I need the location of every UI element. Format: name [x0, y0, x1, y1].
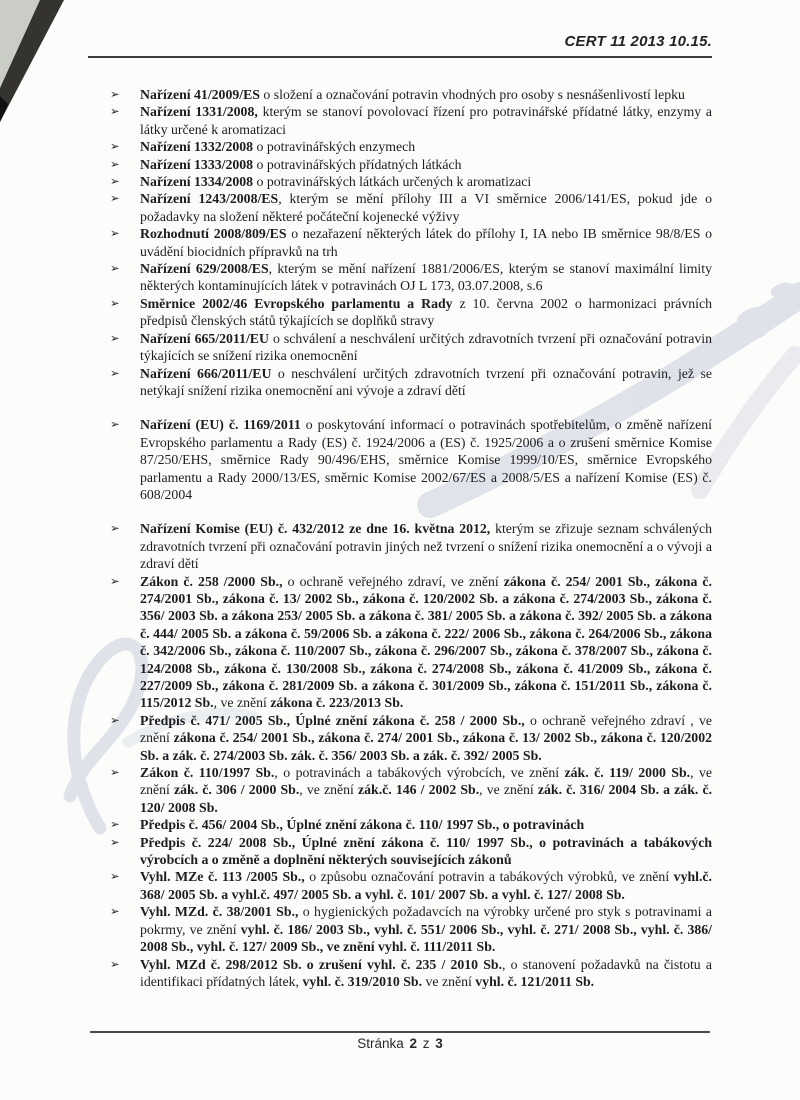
regulation-list — [110, 86, 712, 990]
list-item-text: Nařízení 1332/2008 o potravinářských enzymech — [140, 139, 416, 155]
bullet-arrow-icon: ➢ — [110, 226, 120, 241]
list-item-text: Zákon č. 258 /2000 Sb., o ochraně veřejného zdraví, ve znění zákona č. 254/ 2001 Sb., zákona č. 274/2001 Sb., zákona č. 13/ 2002 Sb., zákona č. 120/2002 Sb. a zákona č. 274/2003 Sb., zákona č. 356/ 2003 Sb. a zákona 253/ 2005 Sb. a zákona č. 381/ 2005 Sb. a zákona č. 392/ 2005 Sb. a zákona č. 444/ 2005 Sb. a zákona č. 59/2006 Sb. a zákona č. 222/ 2006 Sb., zákona č. 264/2006 Sb., zákona č. 342/2006 Sb., zákona č. 110/2007 Sb., zákona č. 296/2007 Sb., zákona č. 378/2007 Sb., zákona č. 124/2008 Sb., zákona č. 130/2008 Sb., zákona č. 274/2008 Sb., zákona č. 41/2009 Sb., zákona č. 227/2009 Sb., zákona č. 281/2009 Sb. a zákona č. 301/2009 Sb., zákona č. 151/2011 Sb., zákona č. 115/2012 Sb., ve znění zákona č. 223/2013 Sb. — [140, 573, 712, 711]
list-item — [110, 712, 712, 764]
list-item-text: Nařízení (EU) č. 1169/2011 o poskytování informací o potravinách spotřebitelům, o změně nařízení Evropského parlamentu a Rady (ES) č. 1924/2006 a (ES) č. 1925/2006 a o zrušení směrnice Komise 87/250/EHS, směrnice Rady 90/496/EHS, směrnice Komise 1999/10/ES, směrnice Evropského parlamentu a Rady 2000/13/ES, směrnic Komise 2002/67/ES a 2008/5/ES a nařízení Komise (ES) č. 608/2004 — [140, 417, 712, 502]
list-item-text: Nařízení 1333/2008 o potravinářských přídatných látkách — [140, 156, 462, 172]
footer-divider — [90, 1031, 710, 1033]
list-item — [110, 573, 712, 712]
list-item-text: Předpis č. 471/ 2005 Sb., Úplné znění zákona č. 258 / 2000 Sb., o ochraně veřejného zdraví , ve znění zákona č. 254/ 2001 Sb., zákona č. 274/ 2001 Sb., zákona č. 13/ 2002 Sb., zákona č. 120/2002 Sb. a zák. č. 274/2003 Sb. zák. č. 356/ 2003 Sb. a zák. č. 392/ 2005 Sb. — [140, 712, 712, 763]
list-item — [110, 173, 712, 190]
bullet-arrow-icon: ➢ — [110, 817, 120, 832]
footer-current-page: 2 — [409, 1036, 417, 1051]
bullet-arrow-icon: ➢ — [110, 139, 120, 154]
list-item — [110, 816, 712, 833]
list-item-text: Nařízení Komise (EU) č. 432/2012 ze dne 16. května 2012, kterým se zřizuje seznam schválených zdravotních tvrzení při označování potravin jiných než tvrzení o snížení rizika onemocnění a o vývoji a zdraví dětí — [140, 521, 712, 572]
footer-of-word: z — [422, 1036, 430, 1051]
bullet-arrow-icon: ➢ — [110, 156, 120, 171]
bullet-arrow-icon: ➢ — [110, 191, 120, 206]
page-title: CERT 11 2013 10.15. — [564, 33, 712, 50]
list-item — [110, 225, 712, 260]
bullet-arrow-icon: ➢ — [110, 712, 120, 727]
bullet-arrow-icon: ➢ — [110, 174, 120, 189]
list-item — [110, 86, 712, 103]
list-item — [110, 156, 712, 173]
list-item — [110, 138, 712, 155]
bullet-arrow-icon: ➢ — [110, 904, 120, 919]
bullet-arrow-icon: ➢ — [110, 104, 120, 119]
page-number — [0, 1036, 800, 1051]
bullet-arrow-icon: ➢ — [110, 834, 120, 849]
list-item — [110, 764, 712, 816]
bullet-arrow-icon: ➢ — [110, 330, 120, 345]
scan-corner-artifact-icon — [0, 0, 70, 130]
list-item-text: Nařízení 1243/2008/ES, kterým se mění přílohy III a VI směrnice 2006/141/ES, pokud jde o požadavky na složení některé počáteční kojenecké výživy — [140, 191, 712, 224]
list-item — [110, 834, 712, 869]
list-item-text: Rozhodnutí 2008/809/ES o nezařazení některých látek do přílohy I, IA nebo IB směrnice 98/8/ES o uvádění biocidních přípravků na trh — [140, 226, 712, 259]
list-item-text: Zákon č. 110/1997 Sb., o potravinách a tabákových výrobcích, ve znění zák. č. 119/ 2000 Sb., ve znění zák. č. 306 / 2000 Sb., ve znění zák.č. 146 / 2002 Sb., ve znění zák. č. 316/ 2004 Sb. a zák. č. 120/ 2008 Sb. — [140, 765, 713, 815]
list-item-text: Předpis č. 224/ 2008 Sb., Úplné znění zákona č. 110/ 1997 Sb., o potravinách a tabákových výrobcích a o změně a doplnění některých souvisejících zákonů — [140, 834, 712, 868]
list-item-text: Vyhl. MZd č. 298/2012 Sb. o zrušení vyhl. č. 235 / 2010 Sb., o stanovení požadavků na čistotu a identifikaci přídatných látek, vyhl. č. 319/2010 Sb. ve znění vyhl. č. 121/2011 Sb. — [140, 956, 712, 989]
list-item-text: Nařízení 1334/2008 o potravinářských látkách určených k aromatizaci — [140, 174, 532, 190]
list-item — [110, 103, 712, 138]
bullet-arrow-icon: ➢ — [110, 521, 120, 536]
bullet-arrow-icon: ➢ — [110, 295, 120, 310]
list-item-text: Vyhl. MZd. č. 38/2001 Sb., o hygienických požadavcích na výrobky určené pro styk s potravinami a pokrmy, ve znění vyhl. č. 186/ 2003 Sb., vyhl. č. 551/ 2006 Sb., vyhl. č. 271/ 2008 Sb., vyhl. č. 386/ 2008 Sb., vyhl. č. 127/ 2009 Sb., ve znění vyhl. č. 111/2011 Sb. — [140, 904, 712, 955]
bullet-arrow-icon: ➢ — [110, 765, 120, 780]
list-item-text: Nařízení 41/2009/ES o složení a označování potravin vhodných pro osoby s nesnášenlivostí lepku — [140, 87, 685, 102]
footer-prefix: Stránka — [357, 1036, 404, 1051]
list-item — [110, 295, 712, 330]
list-item-text: Nařízení 665/2011/EU o schválení a neschválení určitých zdravotních tvrzení při označování potravin týkajících se snížení rizika onemocnění — [140, 330, 713, 364]
list-item — [110, 956, 712, 991]
bullet-arrow-icon: ➢ — [110, 573, 120, 588]
list-item — [110, 330, 712, 365]
header-divider — [88, 56, 712, 58]
list-item — [110, 260, 712, 295]
bullet-arrow-icon: ➢ — [110, 869, 120, 884]
list-item-text: Vyhl. MZe č. 113 /2005 Sb., o způsobu označování potravin a tabákových výrobků, ve znění vyhl.č. 368/ 2005 Sb. a vyhl.č. 497/ 2005 Sb. a vyhl. č. 101/ 2007 Sb. a vyhl. č. 127/ 2008 Sb. — [140, 869, 712, 902]
bullet-arrow-icon: ➢ — [110, 87, 120, 101]
list-item — [110, 520, 712, 572]
list-item-text: Předpis č. 456/ 2004 Sb., Úplné znění zákona č. 110/ 1997 Sb., o potravinách — [140, 817, 585, 833]
list-item-text: Nařízení 666/2011/EU o neschválení určitých zdravotních tvrzení při označování potravin, jež se netýkají snížení rizika onemocnění ani vývoje a zdraví dětí — [140, 365, 713, 398]
list-item — [110, 416, 712, 503]
bullet-arrow-icon: ➢ — [110, 417, 120, 432]
list-item-text: Nařízení 1331/2008, kterým se stanoví povolovací řízení pro potravinářské přídatné látky, enzymy a látky určené k aromatizaci — [140, 104, 712, 137]
list-item — [110, 365, 712, 400]
bullet-arrow-icon: ➢ — [110, 956, 120, 971]
list-item — [110, 190, 712, 225]
bullet-arrow-icon: ➢ — [110, 261, 120, 276]
list-item — [110, 868, 712, 903]
bullet-arrow-icon: ➢ — [110, 365, 120, 380]
footer-total-pages: 3 — [435, 1036, 443, 1051]
list-item — [110, 903, 712, 955]
list-item-text: Směrnice 2002/46 Evropského parlamentu a Rady z 10. června 2002 o harmonizaci právních předpisů členských států týkajících se doplňků stravy — [140, 295, 712, 329]
list-item-text: Nařízení 629/2008/ES, kterým se mění nařízení 1881/2006/ES, kterým se stanoví maximální limity některých kontaminujících látek v potravinách OJ L 173, 03.07.2008, s.6 — [140, 261, 712, 294]
